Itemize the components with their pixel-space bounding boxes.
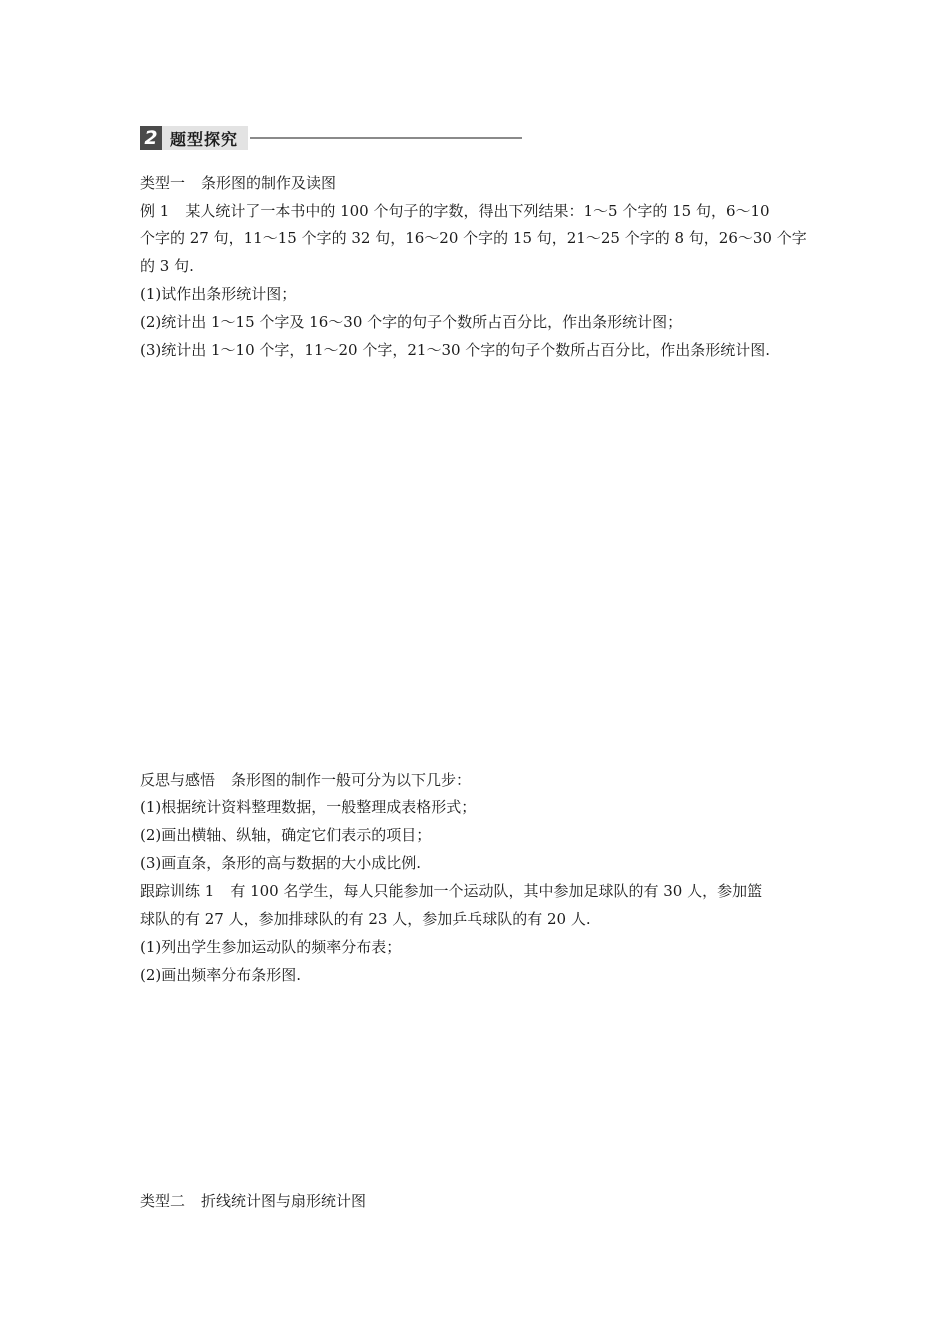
example1-text-1: 某人统计了一本书中的 100 个句子的字数，得出下列结果：1～5 个字的 15 句，6～10 — [185, 202, 770, 220]
section-divider — [250, 137, 522, 139]
section-number: 2 — [140, 126, 162, 150]
reflection-heading — [140, 770, 471, 790]
example1-label: 例 1 — [140, 202, 170, 220]
reflection-step-1: (1)根据统计资料整理数据，一般整理成表格形式； — [140, 798, 477, 816]
section-header — [140, 126, 522, 150]
reflection-label: 反思与感悟 — [140, 771, 216, 789]
type2-heading — [140, 1191, 366, 1211]
type1-title: 条形图的制作及读图 — [201, 174, 337, 192]
training1-question-1: (1)列出学生参加运动队的频率分布表； — [140, 938, 402, 956]
reflection-step-3: (3)画直条，条形的高与数据的大小成比例. — [140, 854, 422, 872]
example1-question-2: (2)统计出 1～15 个字及 16～30 个字的句子个数所占百分比，作出条形统计图； — [140, 313, 683, 331]
example1-line1 — [140, 201, 770, 221]
example1-line2: 个字的 27 句，11～15 个字的 32 句，16～20 个字的 15 句，21～25 个字的 8 句，26～30 个字 — [140, 229, 807, 247]
training1-label: 跟踪训练 1 — [140, 882, 215, 900]
type2-title: 折线统计图与扇形统计图 — [201, 1192, 367, 1210]
type2-label: 类型二 — [140, 1192, 186, 1210]
example1-question-1: (1)试作出条形统计图； — [140, 285, 297, 303]
example1-line3: 的 3 句. — [140, 257, 194, 275]
section-title: 题型探究 — [162, 126, 248, 150]
type1-label: 类型一 — [140, 174, 186, 192]
training1-text-1: 有 100 名学生，每人只能参加一个运动队，其中参加足球队的有 30 人，参加篮 — [230, 882, 763, 900]
example1-question-3: (3)统计出 1～10 个字，11～20 个字，21～30 个字的句子个数所占百分比，作出条形统计图. — [140, 341, 771, 359]
training1-line1 — [140, 881, 762, 901]
type1-heading — [140, 173, 336, 193]
training1-question-2: (2)画出频率分布条形图. — [140, 966, 302, 984]
reflection-text: 条形图的制作一般可分为以下几步： — [231, 771, 472, 789]
training1-line2: 球队的有 27 人，参加排球队的有 23 人，参加乒乓球队的有 20 人. — [140, 910, 591, 928]
reflection-step-2: (2)画出横轴、纵轴，确定它们表示的项目； — [140, 826, 432, 844]
